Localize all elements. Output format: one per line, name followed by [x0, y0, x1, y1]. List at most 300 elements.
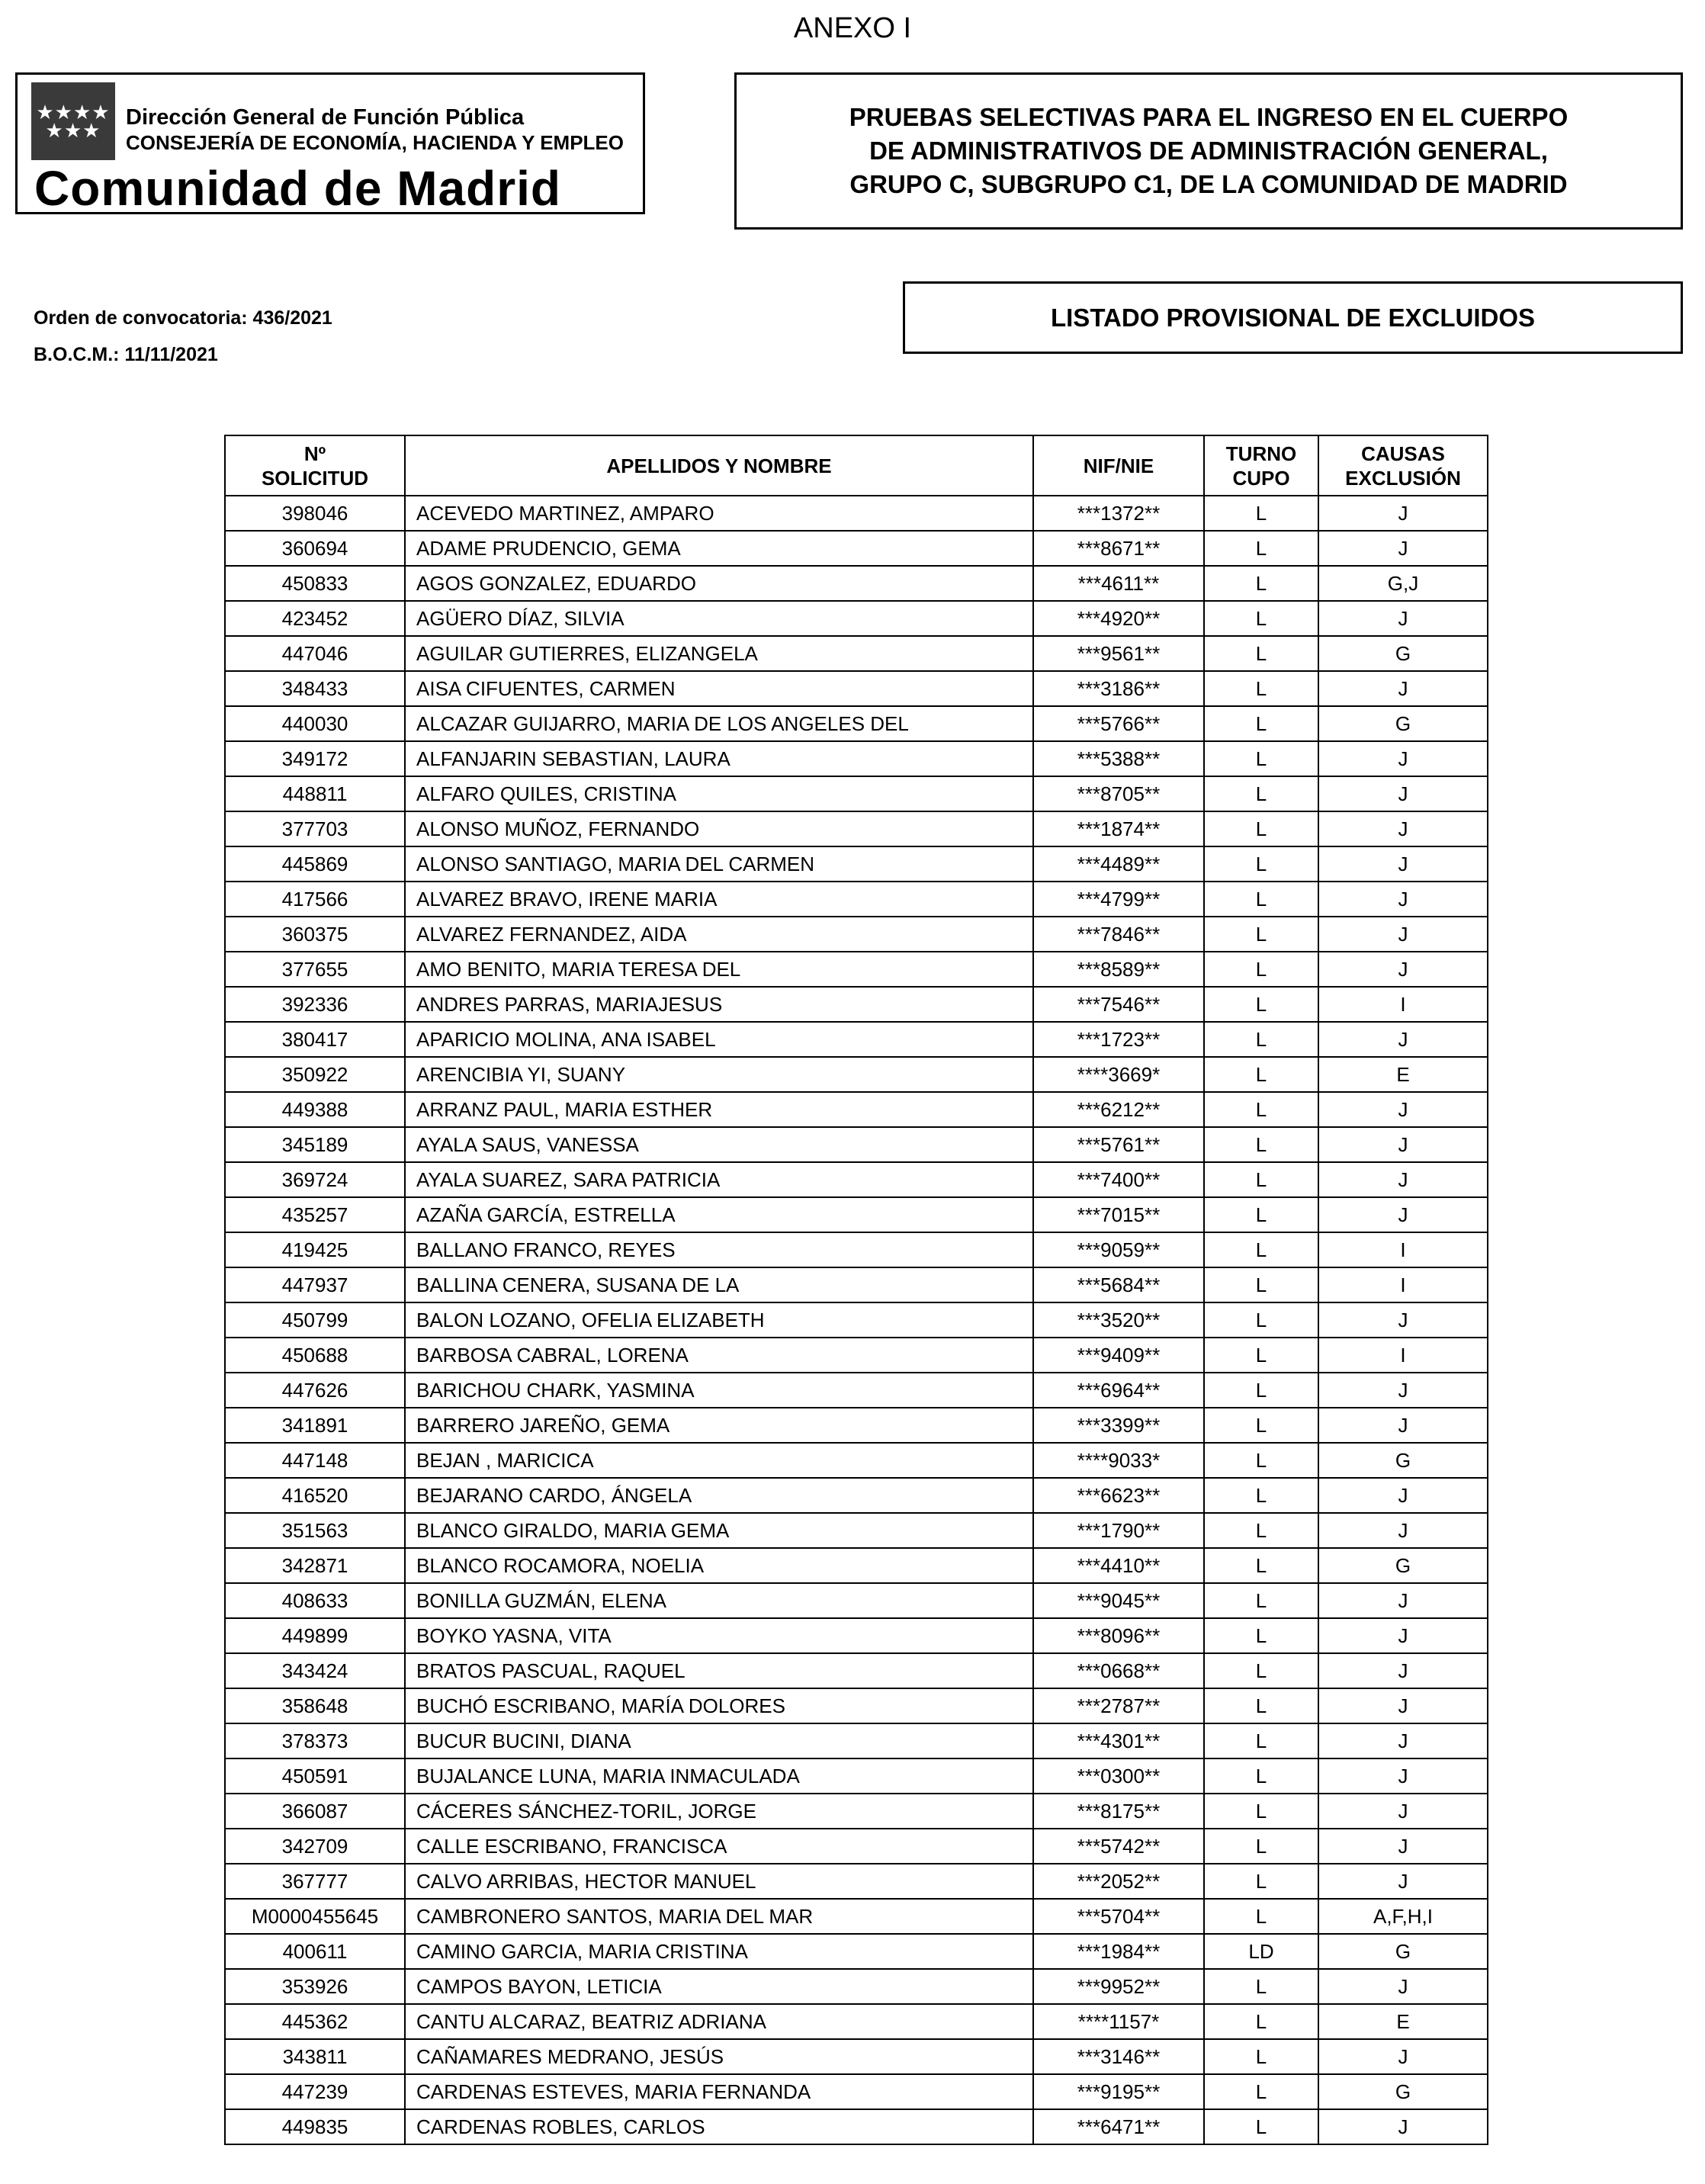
cell-causas: I: [1318, 1232, 1488, 1267]
table-row: [225, 1197, 1488, 1232]
cell-turno: L: [1204, 1267, 1318, 1302]
cell-nif: ***3186**: [1033, 671, 1204, 706]
header-solicitud: Nº SOLICITUD: [225, 435, 405, 496]
cell-causas: J: [1318, 1723, 1488, 1758]
cell-solicitud: 342871: [225, 1548, 405, 1583]
cell-name: AMO BENITO, MARIA TERESA DEL: [405, 952, 1033, 987]
cell-nif: ***6212**: [1033, 1092, 1204, 1127]
madrid-stars-icon: ★★★★ ★★★: [31, 82, 115, 160]
cell-solicitud: 449388: [225, 1092, 405, 1127]
cell-causas: A,F,H,I: [1318, 1899, 1488, 1934]
cell-solicitud: 349172: [225, 741, 405, 776]
cell-causas: G,J: [1318, 566, 1488, 601]
cell-nif: ***9561**: [1033, 636, 1204, 671]
cell-nif: ***7546**: [1033, 987, 1204, 1022]
cell-name: CANTU ALCARAZ, BEATRIZ ADRIANA: [405, 2004, 1033, 2039]
orden-convocatoria: Orden de convocatoria: 436/2021: [34, 307, 332, 329]
cell-solicitud: 423452: [225, 601, 405, 636]
cell-turno: L: [1204, 1092, 1318, 1127]
cell-solicitud: 449835: [225, 2109, 405, 2144]
cell-name: BEJAN , MARICICA: [405, 1443, 1033, 1478]
table-row: [225, 811, 1488, 846]
cell-solicitud: 447046: [225, 636, 405, 671]
cell-name: AGUILAR GUTIERRES, ELIZANGELA: [405, 636, 1033, 671]
cell-causas: J: [1318, 1969, 1488, 2004]
cell-turno: L: [1204, 1829, 1318, 1864]
cell-name: CALVO ARRIBAS, HECTOR MANUEL: [405, 1864, 1033, 1899]
table-row: [225, 952, 1488, 987]
cell-name: BRATOS PASCUAL, RAQUEL: [405, 1653, 1033, 1688]
cell-name: ANDRES PARRAS, MARIAJESUS: [405, 987, 1033, 1022]
cell-name: ALVAREZ BRAVO, IRENE MARIA: [405, 882, 1033, 917]
cell-turno: L: [1204, 882, 1318, 917]
cell-causas: G: [1318, 636, 1488, 671]
cell-causas: J: [1318, 1758, 1488, 1794]
table-row: [225, 1934, 1488, 1969]
table-row: [225, 601, 1488, 636]
cell-name: CAÑAMARES MEDRANO, JESÚS: [405, 2039, 1033, 2074]
cell-name: BUCHÓ ESCRIBANO, MARÍA DOLORES: [405, 1688, 1033, 1723]
cell-nif: ***5704**: [1033, 1899, 1204, 1934]
exam-title-line: DE ADMINISTRATIVOS DE ADMINISTRACIÓN GENERAL,: [869, 136, 1548, 165]
cell-causas: I: [1318, 1338, 1488, 1373]
cell-turno: L: [1204, 2074, 1318, 2109]
table-row: [225, 2074, 1488, 2109]
table-row: [225, 1373, 1488, 1408]
table-row: [225, 1408, 1488, 1443]
cell-solicitud: 400611: [225, 1934, 405, 1969]
table-row: [225, 706, 1488, 741]
cell-name: BARBOSA CABRAL, LORENA: [405, 1338, 1033, 1373]
table-row: [225, 1302, 1488, 1338]
cell-name: ADAME PRUDENCIO, GEMA: [405, 531, 1033, 566]
cell-nif: ***9045**: [1033, 1583, 1204, 1618]
cell-turno: L: [1204, 496, 1318, 531]
cell-nif: ***7400**: [1033, 1162, 1204, 1197]
table-row: [225, 1127, 1488, 1162]
cell-nif: ***3146**: [1033, 2039, 1204, 2074]
cell-solicitud: 341891: [225, 1408, 405, 1443]
cell-solicitud: 447626: [225, 1373, 405, 1408]
cell-turno: L: [1204, 1794, 1318, 1829]
cell-name: AZAÑA GARCÍA, ESTRELLA: [405, 1197, 1033, 1232]
cell-solicitud: 360694: [225, 531, 405, 566]
cell-name: CARDENAS ESTEVES, MARIA FERNANDA: [405, 2074, 1033, 2109]
cell-solicitud: 380417: [225, 1022, 405, 1057]
table-row: [225, 1794, 1488, 1829]
cell-causas: G: [1318, 1934, 1488, 1969]
bocm-date: B.O.C.M.: 11/11/2021: [34, 344, 218, 365]
table-row: [225, 1162, 1488, 1197]
cell-turno: L: [1204, 846, 1318, 882]
table-row: [225, 1618, 1488, 1653]
cell-nif: ***9409**: [1033, 1338, 1204, 1373]
cell-turno: L: [1204, 1127, 1318, 1162]
cell-solicitud: 445869: [225, 846, 405, 882]
cell-solicitud: 449899: [225, 1618, 405, 1653]
table-row: [225, 1653, 1488, 1688]
cell-nif: ***9952**: [1033, 1969, 1204, 2004]
cell-solicitud: 377703: [225, 811, 405, 846]
excluded-table: [224, 435, 1488, 2145]
cell-turno: L: [1204, 1022, 1318, 1057]
cell-nif: ***1790**: [1033, 1513, 1204, 1548]
cell-turno: L: [1204, 917, 1318, 952]
cell-nif: ***7015**: [1033, 1197, 1204, 1232]
cell-turno: L: [1204, 601, 1318, 636]
cell-causas: I: [1318, 1267, 1488, 1302]
table-row: [225, 1829, 1488, 1864]
cell-solicitud: 348433: [225, 671, 405, 706]
cell-nif: ***5761**: [1033, 1127, 1204, 1162]
table-row: [225, 1758, 1488, 1794]
table-row: [225, 1232, 1488, 1267]
cell-name: AGOS GONZALEZ, EDUARDO: [405, 566, 1033, 601]
table-row: [225, 741, 1488, 776]
cell-name: ARRANZ PAUL, MARIA ESTHER: [405, 1092, 1033, 1127]
table-row: [225, 2039, 1488, 2074]
cell-nif: ****1157*: [1033, 2004, 1204, 2039]
cell-nif: ***4799**: [1033, 882, 1204, 917]
table-row: [225, 1899, 1488, 1934]
cell-nif: ***2052**: [1033, 1864, 1204, 1899]
table-row: [225, 1513, 1488, 1548]
listado-title: LISTADO PROVISIONAL DE EXCLUIDOS: [903, 281, 1683, 354]
cell-turno: L: [1204, 671, 1318, 706]
cell-name: BARRERO JAREÑO, GEMA: [405, 1408, 1033, 1443]
table-row: [225, 1057, 1488, 1092]
cell-nif: ***8705**: [1033, 776, 1204, 811]
cell-nif: ***8175**: [1033, 1794, 1204, 1829]
header-turno: TURNO CUPO: [1204, 435, 1318, 496]
cell-solicitud: 350922: [225, 1057, 405, 1092]
cell-nif: ***5388**: [1033, 741, 1204, 776]
cell-solicitud: 369724: [225, 1162, 405, 1197]
cell-name: CARDENAS ROBLES, CARLOS: [405, 2109, 1033, 2144]
cell-solicitud: 367777: [225, 1864, 405, 1899]
cell-nif: ***4410**: [1033, 1548, 1204, 1583]
cell-causas: J: [1318, 882, 1488, 917]
table-row: [225, 1022, 1488, 1057]
cell-name: BALON LOZANO, OFELIA ELIZABETH: [405, 1302, 1033, 1338]
cell-causas: I: [1318, 987, 1488, 1022]
cell-turno: LD: [1204, 1934, 1318, 1969]
table-row: [225, 1688, 1488, 1723]
cell-solicitud: 445362: [225, 2004, 405, 2039]
table-row: [225, 2004, 1488, 2039]
cell-solicitud: 408633: [225, 1583, 405, 1618]
cell-nif: ***0300**: [1033, 1758, 1204, 1794]
cell-causas: J: [1318, 671, 1488, 706]
cell-nif: ***0668**: [1033, 1653, 1204, 1688]
table-row: [225, 496, 1488, 531]
table-row: [225, 987, 1488, 1022]
table-row: [225, 846, 1488, 882]
cell-solicitud: 450591: [225, 1758, 405, 1794]
cell-solicitud: 343811: [225, 2039, 405, 2074]
cell-solicitud: 450688: [225, 1338, 405, 1373]
table-row: [225, 1723, 1488, 1758]
cell-causas: J: [1318, 1794, 1488, 1829]
header-nif: NIF/NIE: [1033, 435, 1204, 496]
exam-title-line: GRUPO C, SUBGRUPO C1, DE LA COMUNIDAD DE MADRID: [849, 170, 1568, 198]
cell-turno: L: [1204, 636, 1318, 671]
logo-comunidad: Comunidad de Madrid: [34, 161, 561, 216]
cell-nif: ***7846**: [1033, 917, 1204, 952]
cell-solicitud: 419425: [225, 1232, 405, 1267]
cell-turno: L: [1204, 1478, 1318, 1513]
cell-nif: ***3399**: [1033, 1408, 1204, 1443]
cell-solicitud: 351563: [225, 1513, 405, 1548]
cell-causas: J: [1318, 1829, 1488, 1864]
cell-solicitud: 378373: [225, 1723, 405, 1758]
cell-turno: L: [1204, 1197, 1318, 1232]
cell-turno: L: [1204, 1688, 1318, 1723]
cell-name: ALONSO SANTIAGO, MARIA DEL CARMEN: [405, 846, 1033, 882]
cell-causas: J: [1318, 1197, 1488, 1232]
cell-solicitud: 353926: [225, 1969, 405, 2004]
table-header-row: [225, 435, 1488, 496]
cell-name: BOYKO YASNA, VITA: [405, 1618, 1033, 1653]
cell-solicitud: 447239: [225, 2074, 405, 2109]
table-row: [225, 917, 1488, 952]
cell-causas: J: [1318, 1688, 1488, 1723]
cell-solicitud: 416520: [225, 1478, 405, 1513]
table-row: [225, 1969, 1488, 2004]
cell-nif: ***1372**: [1033, 496, 1204, 531]
cell-nif: ***9195**: [1033, 2074, 1204, 2109]
cell-causas: G: [1318, 2074, 1488, 2109]
table-row: [225, 1443, 1488, 1478]
cell-turno: L: [1204, 1653, 1318, 1688]
table-row: [225, 636, 1488, 671]
table-row: [225, 1478, 1488, 1513]
cell-solicitud: 345189: [225, 1127, 405, 1162]
cell-causas: J: [1318, 1022, 1488, 1057]
cell-causas: J: [1318, 1478, 1488, 1513]
cell-turno: L: [1204, 566, 1318, 601]
table-row: [225, 2109, 1488, 2144]
cell-causas: G: [1318, 1548, 1488, 1583]
cell-nif: ***1723**: [1033, 1022, 1204, 1057]
cell-turno: L: [1204, 1758, 1318, 1794]
exam-title-line: PRUEBAS SELECTIVAS PARA EL INGRESO EN EL CUERPO: [849, 103, 1569, 131]
logo-directorate: Dirección General de Función Pública: [126, 105, 525, 130]
cell-turno: L: [1204, 1162, 1318, 1197]
cell-turno: L: [1204, 741, 1318, 776]
cell-nif: ***4611**: [1033, 566, 1204, 601]
cell-name: ALCAZAR GUIJARRO, MARIA DE LOS ANGELES DEL: [405, 706, 1033, 741]
cell-causas: J: [1318, 1653, 1488, 1688]
cell-name: BARICHOU CHARK, YASMINA: [405, 1373, 1033, 1408]
cell-causas: J: [1318, 1127, 1488, 1162]
cell-causas: J: [1318, 917, 1488, 952]
cell-name: BLANCO ROCAMORA, NOELIA: [405, 1548, 1033, 1583]
cell-nif: ***2787**: [1033, 1688, 1204, 1723]
cell-nif: ****9033*: [1033, 1443, 1204, 1478]
cell-nif: ***6964**: [1033, 1373, 1204, 1408]
cell-turno: L: [1204, 776, 1318, 811]
cell-name: ALFARO QUILES, CRISTINA: [405, 776, 1033, 811]
cell-turno: L: [1204, 1408, 1318, 1443]
cell-turno: L: [1204, 1969, 1318, 2004]
cell-nif: ***8096**: [1033, 1618, 1204, 1653]
cell-turno: L: [1204, 1723, 1318, 1758]
cell-turno: L: [1204, 1864, 1318, 1899]
cell-causas: J: [1318, 2109, 1488, 2144]
cell-name: BUCUR BUCINI, DIANA: [405, 1723, 1033, 1758]
cell-causas: J: [1318, 846, 1488, 882]
cell-solicitud: 342709: [225, 1829, 405, 1864]
cell-causas: J: [1318, 1618, 1488, 1653]
cell-name: AYALA SAUS, VANESSA: [405, 1127, 1033, 1162]
cell-solicitud: 435257: [225, 1197, 405, 1232]
cell-nif: ***8589**: [1033, 952, 1204, 987]
cell-turno: L: [1204, 2109, 1318, 2144]
cell-turno: L: [1204, 1232, 1318, 1267]
cell-turno: L: [1204, 2039, 1318, 2074]
table-row: [225, 882, 1488, 917]
cell-name: CAMINO GARCIA, MARIA CRISTINA: [405, 1934, 1033, 1969]
cell-solicitud: M0000455645: [225, 1899, 405, 1934]
cell-causas: E: [1318, 2004, 1488, 2039]
cell-causas: J: [1318, 2039, 1488, 2074]
cell-nif: ***4920**: [1033, 601, 1204, 636]
cell-solicitud: 377655: [225, 952, 405, 987]
cell-turno: L: [1204, 811, 1318, 846]
cell-causas: G: [1318, 1443, 1488, 1478]
cell-name: CÁCERES SÁNCHEZ-TORIL, JORGE: [405, 1794, 1033, 1829]
table-row: [225, 1338, 1488, 1373]
cell-solicitud: 448811: [225, 776, 405, 811]
cell-name: BUJALANCE LUNA, MARIA INMACULADA: [405, 1758, 1033, 1794]
cell-name: ALONSO MUÑOZ, FERNANDO: [405, 811, 1033, 846]
table-row: [225, 1864, 1488, 1899]
cell-turno: L: [1204, 1583, 1318, 1618]
organization-logo: [15, 72, 645, 214]
cell-solicitud: 450799: [225, 1302, 405, 1338]
table-row: [225, 531, 1488, 566]
cell-solicitud: 392336: [225, 987, 405, 1022]
cell-name: ARENCIBIA YI, SUANY: [405, 1057, 1033, 1092]
cell-causas: J: [1318, 1092, 1488, 1127]
cell-turno: L: [1204, 1899, 1318, 1934]
table-row: [225, 671, 1488, 706]
cell-name: BONILLA GUZMÁN, ELENA: [405, 1583, 1033, 1618]
cell-turno: L: [1204, 952, 1318, 987]
cell-name: CAMPOS BAYON, LETICIA: [405, 1969, 1033, 2004]
cell-name: ALVAREZ FERNANDEZ, AIDA: [405, 917, 1033, 952]
cell-nif: ***1984**: [1033, 1934, 1204, 1969]
cell-nif: ***5742**: [1033, 1829, 1204, 1864]
cell-solicitud: 447148: [225, 1443, 405, 1478]
cell-name: ACEVEDO MARTINEZ, AMPARO: [405, 496, 1033, 531]
cell-causas: J: [1318, 601, 1488, 636]
cell-causas: J: [1318, 1408, 1488, 1443]
cell-solicitud: 360375: [225, 917, 405, 952]
cell-causas: J: [1318, 952, 1488, 987]
cell-name: CAMBRONERO SANTOS, MARIA DEL MAR: [405, 1899, 1033, 1934]
cell-nif: ***6623**: [1033, 1478, 1204, 1513]
cell-name: AGÜERO DÍAZ, SILVIA: [405, 601, 1033, 636]
cell-turno: L: [1204, 1513, 1318, 1548]
cell-turno: L: [1204, 2004, 1318, 2039]
cell-causas: J: [1318, 1373, 1488, 1408]
cell-name: AISA CIFUENTES, CARMEN: [405, 671, 1033, 706]
logo-consejeria: CONSEJERÍA DE ECONOMÍA, HACIENDA Y EMPLEO: [126, 131, 624, 154]
table-row: [225, 1583, 1488, 1618]
cell-nif: ***5766**: [1033, 706, 1204, 741]
cell-solicitud: 358648: [225, 1688, 405, 1723]
cell-causas: E: [1318, 1057, 1488, 1092]
cell-name: BALLANO FRANCO, REYES: [405, 1232, 1033, 1267]
cell-turno: L: [1204, 1338, 1318, 1373]
cell-nif: ***1874**: [1033, 811, 1204, 846]
cell-nif: ***5684**: [1033, 1267, 1204, 1302]
cell-turno: L: [1204, 1548, 1318, 1583]
header-name: APELLIDOS Y NOMBRE: [405, 435, 1033, 496]
table-row: [225, 1267, 1488, 1302]
cell-name: ALFANJARIN SEBASTIAN, LAURA: [405, 741, 1033, 776]
cell-solicitud: 447937: [225, 1267, 405, 1302]
cell-causas: J: [1318, 496, 1488, 531]
cell-nif: ***4301**: [1033, 1723, 1204, 1758]
cell-causas: J: [1318, 531, 1488, 566]
cell-nif: ****3669*: [1033, 1057, 1204, 1092]
cell-causas: J: [1318, 741, 1488, 776]
cell-nif: ***6471**: [1033, 2109, 1204, 2144]
cell-turno: L: [1204, 1302, 1318, 1338]
cell-causas: J: [1318, 1513, 1488, 1548]
cell-turno: L: [1204, 1057, 1318, 1092]
cell-solicitud: 366087: [225, 1794, 405, 1829]
cell-solicitud: 440030: [225, 706, 405, 741]
cell-solicitud: 398046: [225, 496, 405, 531]
cell-turno: L: [1204, 987, 1318, 1022]
cell-nif: ***8671**: [1033, 531, 1204, 566]
cell-name: BEJARANO CARDO, ÁNGELA: [405, 1478, 1033, 1513]
cell-solicitud: 417566: [225, 882, 405, 917]
cell-turno: L: [1204, 1618, 1318, 1653]
cell-nif: ***3520**: [1033, 1302, 1204, 1338]
table-row: [225, 1548, 1488, 1583]
cell-causas: J: [1318, 1583, 1488, 1618]
cell-causas: J: [1318, 776, 1488, 811]
cell-turno: L: [1204, 706, 1318, 741]
annex-title: ANEXO I: [793, 12, 912, 44]
cell-causas: J: [1318, 1864, 1488, 1899]
cell-causas: J: [1318, 811, 1488, 846]
cell-turno: L: [1204, 1373, 1318, 1408]
table-row: [225, 776, 1488, 811]
table-row: [225, 566, 1488, 601]
cell-name: APARICIO MOLINA, ANA ISABEL: [405, 1022, 1033, 1057]
cell-causas: J: [1318, 1302, 1488, 1338]
cell-turno: L: [1204, 531, 1318, 566]
exam-title-box: [734, 72, 1683, 230]
cell-name: BLANCO GIRALDO, MARIA GEMA: [405, 1513, 1033, 1548]
cell-nif: ***4489**: [1033, 846, 1204, 882]
cell-causas: G: [1318, 706, 1488, 741]
cell-name: AYALA SUAREZ, SARA PATRICIA: [405, 1162, 1033, 1197]
cell-name: CALLE ESCRIBANO, FRANCISCA: [405, 1829, 1033, 1864]
cell-nif: ***9059**: [1033, 1232, 1204, 1267]
header-causas: CAUSAS EXCLUSIÓN: [1318, 435, 1488, 496]
table-row: [225, 1092, 1488, 1127]
cell-solicitud: 343424: [225, 1653, 405, 1688]
cell-solicitud: 450833: [225, 566, 405, 601]
cell-name: BALLINA CENERA, SUSANA DE LA: [405, 1267, 1033, 1302]
